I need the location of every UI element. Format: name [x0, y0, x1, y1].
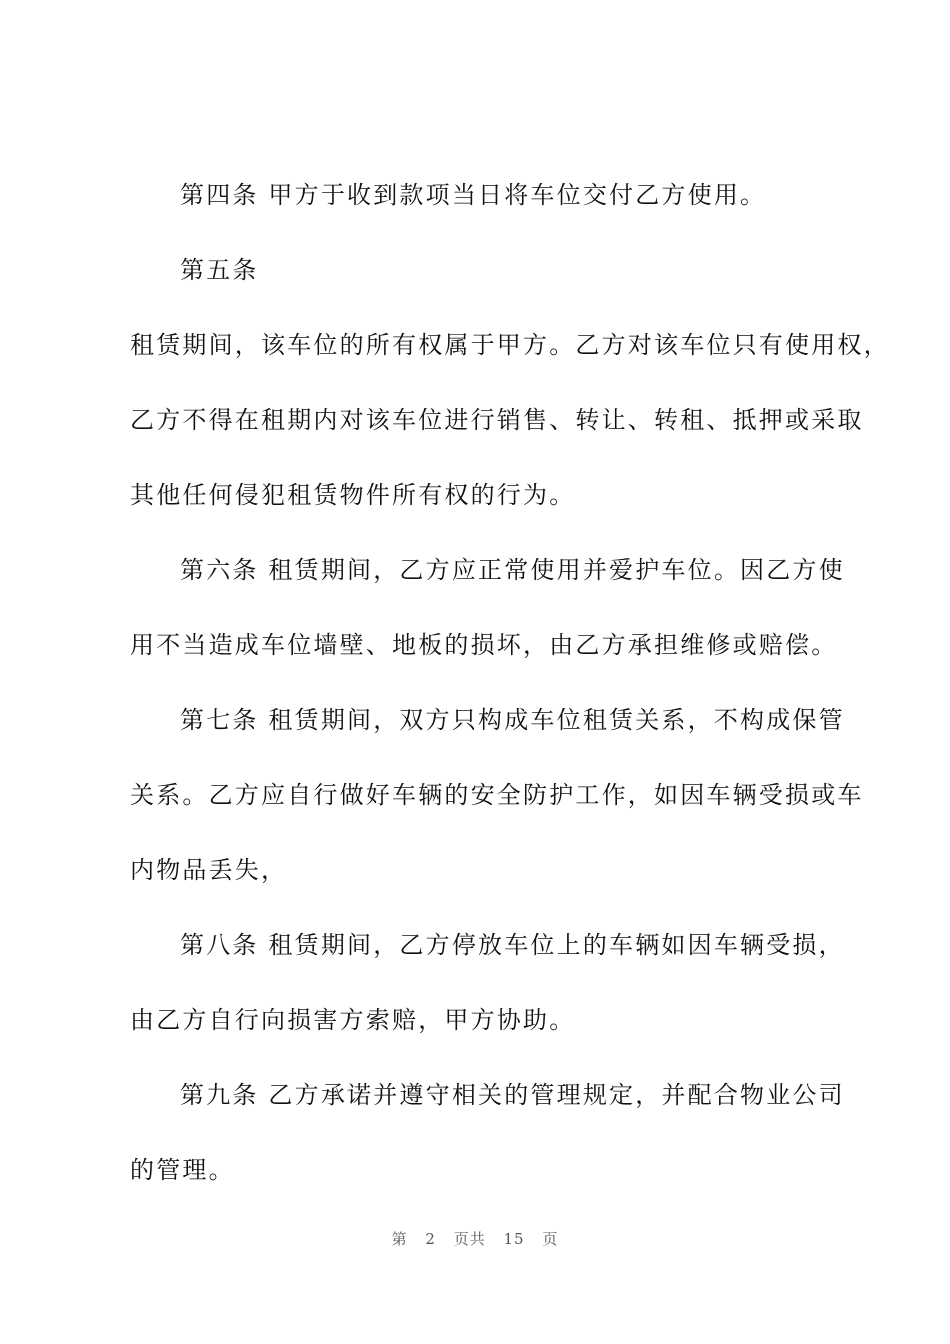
page-footer — [0, 1228, 950, 1249]
article-6-line-2: 用不当造成车位墙壁、地板的损坏，由乙方承担维修或赔偿。 — [130, 631, 838, 659]
article-8-line-2: 由乙方自行向损害方索赔，甲方协助。 — [130, 1006, 576, 1034]
article-5-line-1: 租赁期间，该车位的所有权属于甲方。乙方对该车位只有使用权， — [130, 331, 890, 359]
article-7-line-3: 内物品丢失， — [130, 856, 288, 884]
article-7-line-2: 关系。乙方应自行做好车辆的安全防护工作，如因车辆受损或车 — [130, 781, 864, 809]
article-5-line-2: 乙方不得在租期内对该车位进行销售、转让、转租、抵押或采取 — [130, 406, 864, 434]
article-9-line-2: 的管理。 — [130, 1156, 235, 1184]
footer-page-mid: 页共 — [453, 1230, 486, 1248]
article-9-line-1: 第九条 乙方承诺并遵守相关的管理规定，并配合物业公司 — [180, 1081, 845, 1109]
article-8-line-1: 第八条 租赁期间，乙方停放车位上的车辆如因车辆受损， — [180, 931, 845, 959]
article-5-line-3: 其他任何侵犯租赁物件所有权的行为。 — [130, 481, 576, 509]
article-5-heading: 第五条 — [180, 256, 259, 284]
footer-total-pages: 15 — [503, 1230, 525, 1248]
article-4-line-1: 第四条 甲方于收到款项当日将车位交付乙方使用。 — [180, 181, 767, 209]
footer-current-page: 2 — [425, 1230, 436, 1248]
article-6-line-1: 第六条 租赁期间，乙方应正常使用并爱护车位。因乙方使 — [180, 556, 845, 584]
footer-page-suffix: 页 — [542, 1230, 559, 1248]
article-7-line-1: 第七条 租赁期间，双方只构成车位租赁关系，不构成保管 — [180, 706, 845, 734]
footer-page-prefix: 第 — [391, 1230, 408, 1248]
